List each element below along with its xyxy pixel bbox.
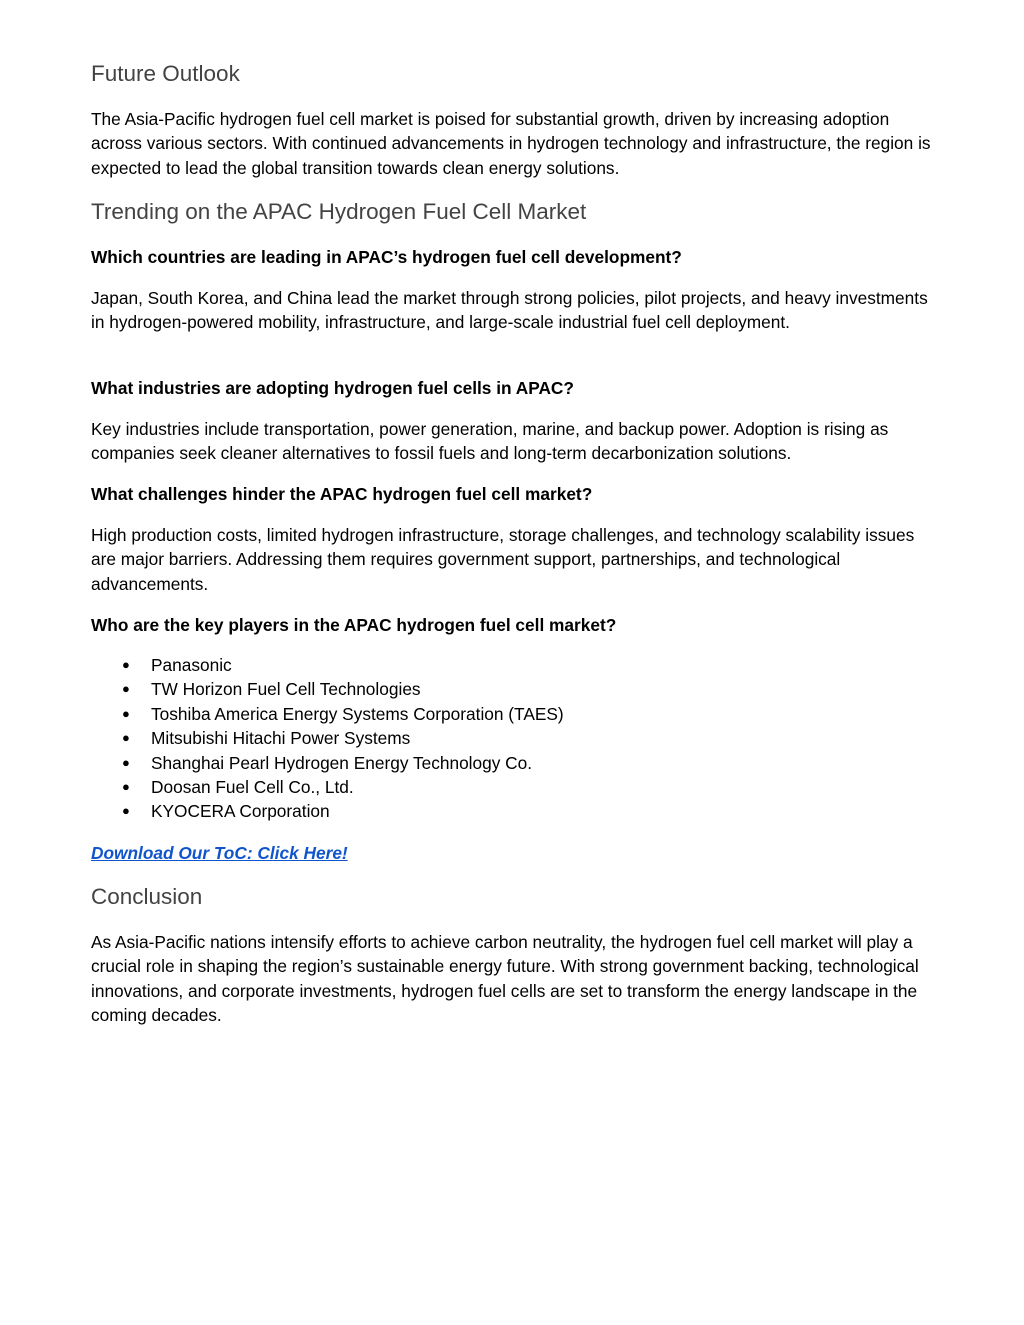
faq-answer-industries: Key industries include transportation, power generation, marine, and backup power. Adoption is rising as companies seek cleaner alternatives to fossil fuels and long-term decarbonization solutions. — [91, 419, 889, 464]
list-item-label: KYOCERA Corporation — [151, 801, 330, 822]
list-item-label: Panasonic — [151, 655, 232, 675]
list-item-label: Toshiba America Energy Systems Corporation (TAES) — [151, 703, 564, 724]
list-item — [91, 726, 564, 750]
trending-heading: Trending on the APAC Hydrogen Fuel Cell Market — [91, 199, 587, 224]
faq-answer-countries: Japan, South Korea, and China lead the market through strong policies, pilot projects, and heavy investments in hydrogen-powered mobility, infrastructure, and large-scale industrial fuel cell deployment. — [91, 288, 928, 333]
bullet-icon: ● — [122, 754, 130, 770]
bullet-icon: ● — [122, 778, 130, 794]
bullet-icon: ● — [122, 705, 130, 721]
bullet-icon: ● — [122, 730, 130, 746]
bullet-icon: ● — [122, 803, 130, 819]
list-item-label: Doosan Fuel Cell Co., Ltd. — [151, 776, 354, 797]
list-item — [91, 799, 564, 823]
faq-question-key-players: Who are the key players in the APAC hydrogen fuel cell market? — [91, 615, 617, 635]
list-item — [91, 702, 564, 726]
download-toc-link[interactable]: Download Our ToC: Click Here! — [91, 843, 348, 863]
list-item-label: TW Horizon Fuel Cell Technologies — [151, 679, 421, 700]
key-players-list — [91, 653, 564, 824]
list-item — [91, 677, 564, 701]
faq-question-countries: Which countries are leading in APAC’s hydrogen fuel cell development? — [91, 247, 682, 267]
list-item — [91, 775, 564, 799]
list-item — [91, 751, 564, 775]
list-item-label: Mitsubishi Hitachi Power Systems — [151, 728, 411, 749]
conclusion-heading: Conclusion — [91, 884, 203, 909]
future-outlook-paragraph: The Asia-Pacific hydrogen fuel cell market is poised for substantial growth, driven by increasing adoption across various sectors. With continued advancements in hydrogen technology and infrastructure, the region is expected to lead the global transition towards clean energy solutions. — [91, 109, 931, 178]
future-outlook-heading: Future Outlook — [91, 61, 240, 86]
faq-answer-challenges: High production costs, limited hydrogen infrastructure, storage challenges, and technology scalability issues are major barriers. Addressing them requires government support, partnerships, and technological advancements. — [91, 525, 915, 594]
bullet-icon: ● — [122, 657, 130, 672]
conclusion-paragraph: As Asia-Pacific nations intensify efforts to achieve carbon neutrality, the hydrogen fuel cell market will play a crucial role in shaping the region’s sustainable energy future. With strong government backing, technological innovations, and corporate investments, hydrogen fuel cells are set to transform the energy landscape in the coming decades. — [91, 932, 919, 1026]
bullet-icon: ● — [122, 681, 130, 697]
faq-question-industries: What industries are adopting hydrogen fuel cells in APAC? — [91, 378, 574, 398]
faq-question-challenges: What challenges hinder the APAC hydrogen fuel cell market? — [91, 484, 593, 504]
list-item-label: Shanghai Pearl Hydrogen Energy Technology Co. — [151, 752, 533, 773]
list-item — [91, 653, 564, 677]
